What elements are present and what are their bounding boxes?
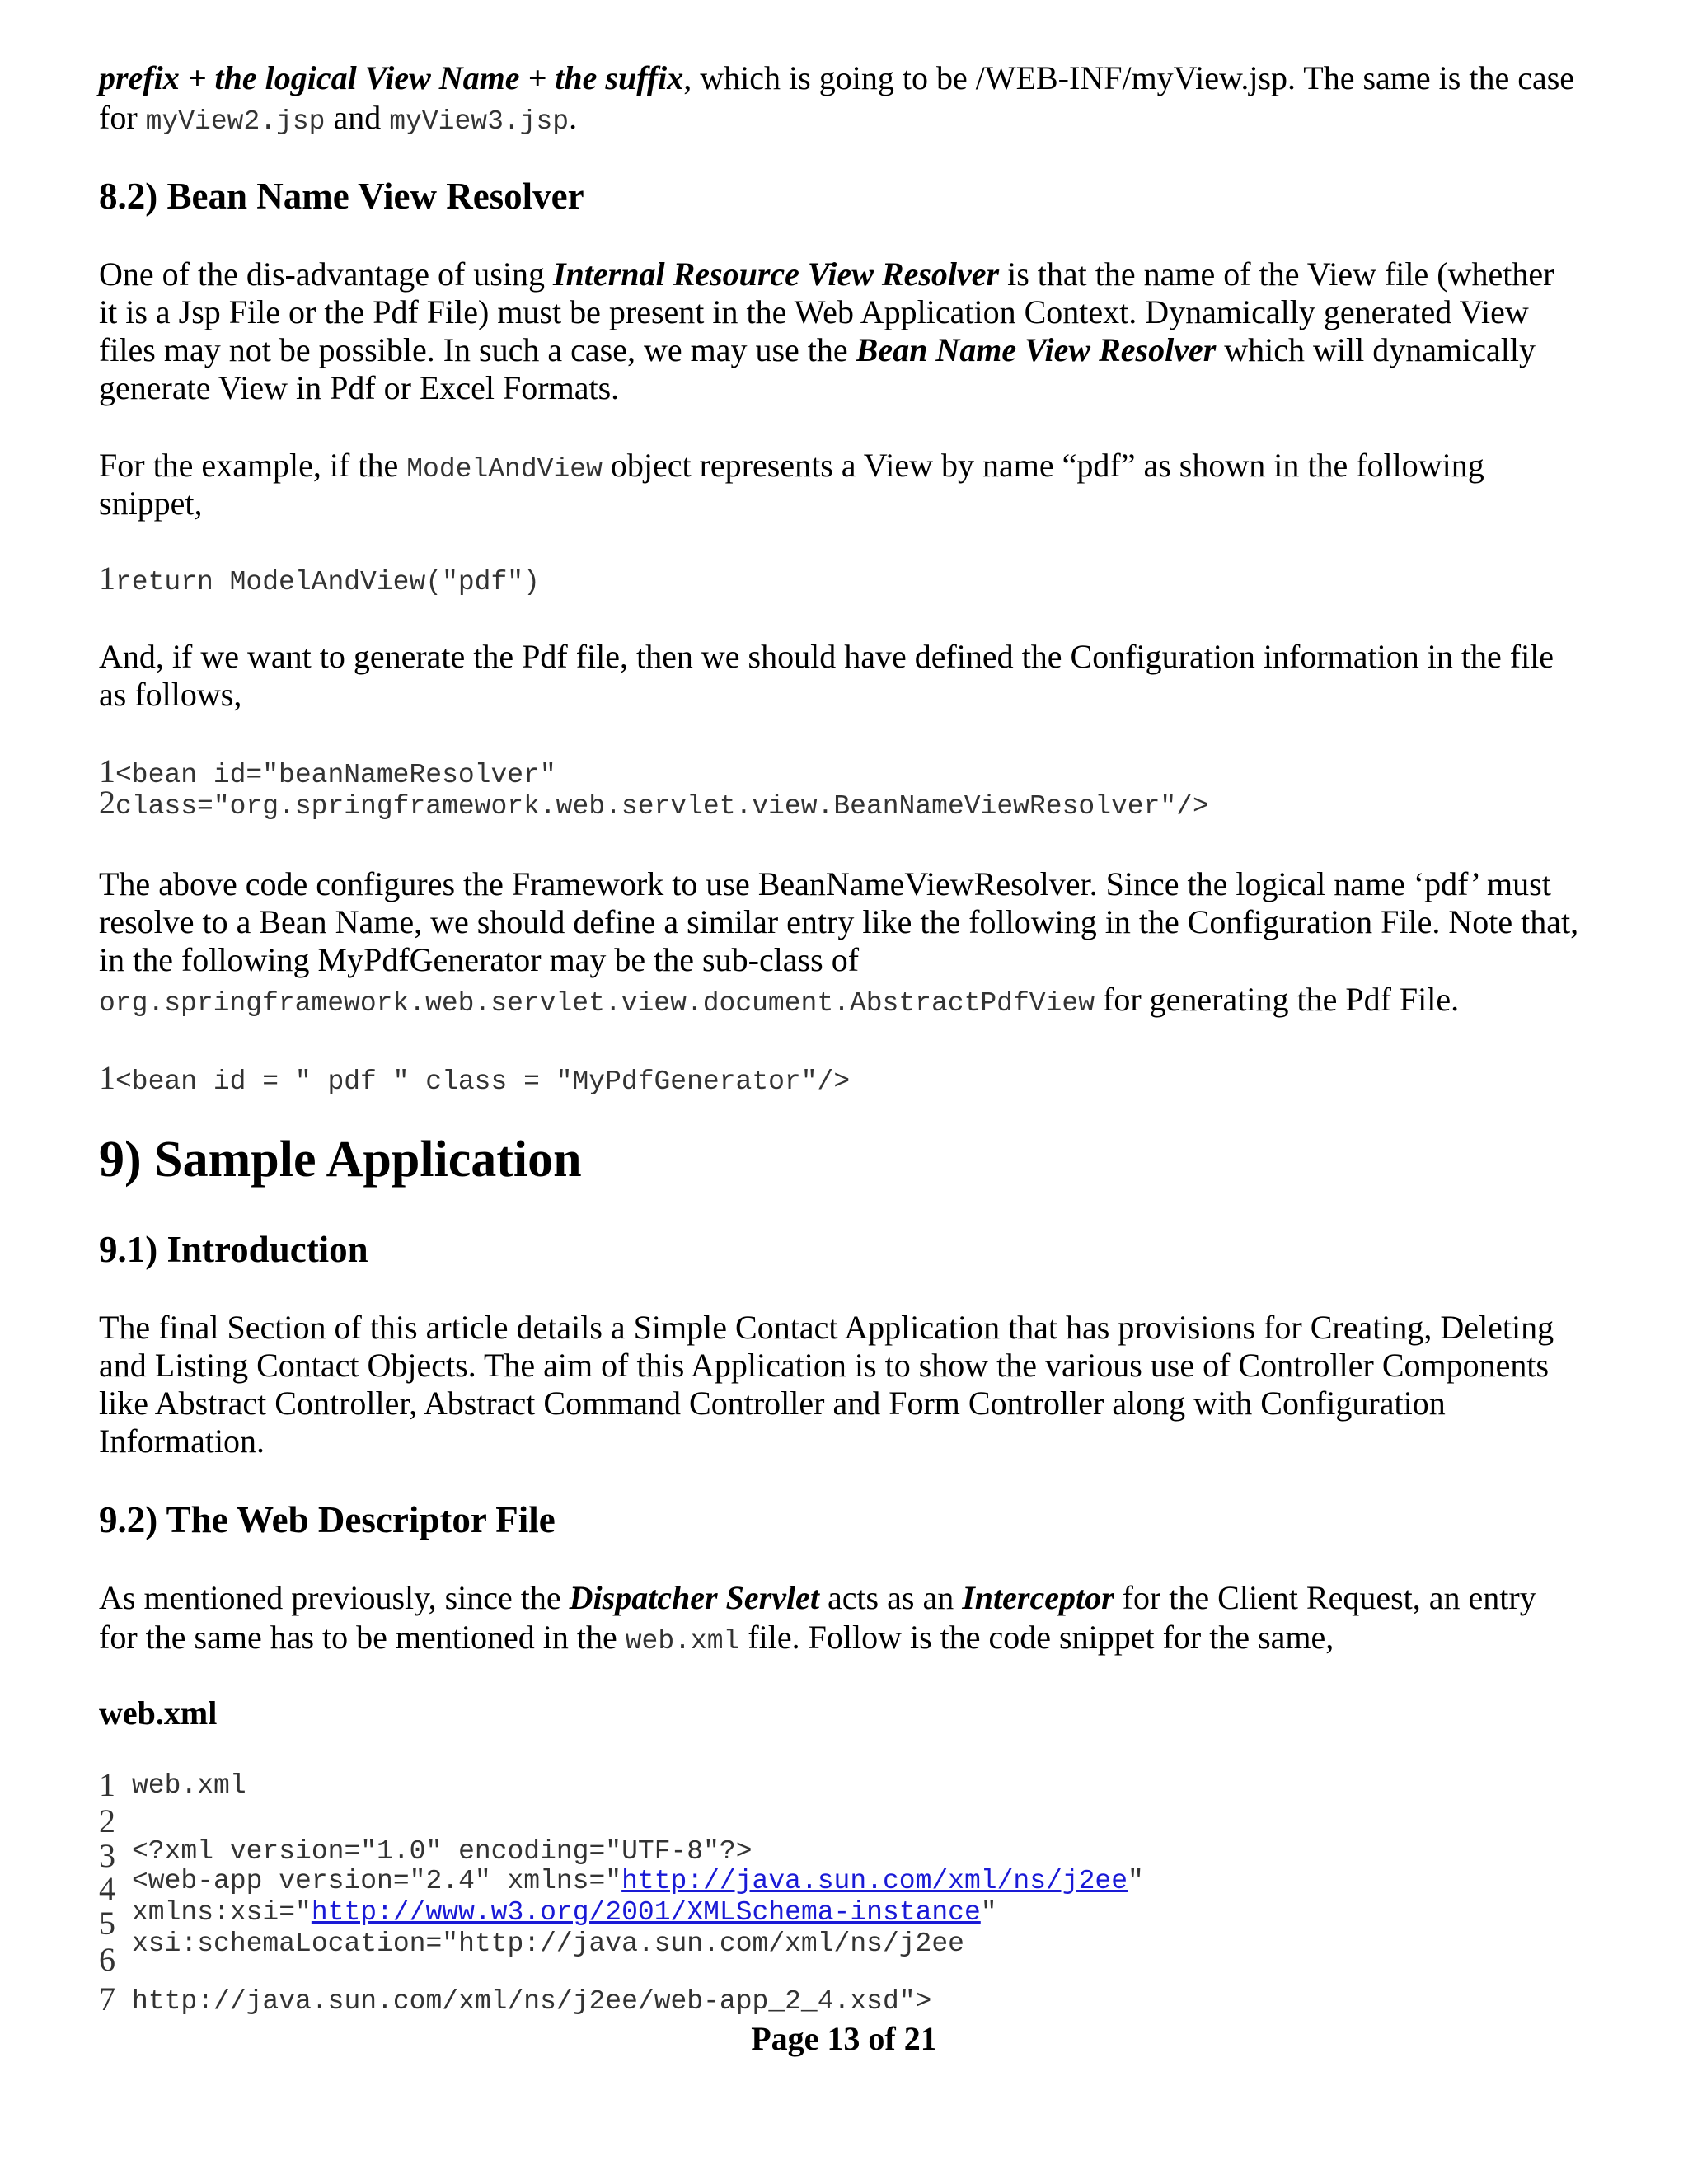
text: file. Follow is the code snippet for the same, [739, 1619, 1334, 1656]
text: is that the name of the View file (whether [999, 255, 1554, 293]
code-text: web.xml [132, 1770, 246, 1801]
paragraph-line [99, 1619, 1334, 1661]
intro-line-1 [99, 59, 1574, 97]
paragraph-line: And, if we want to generate the Pdf file, then we should have defined the Configuration information in the file [99, 638, 1554, 675]
text: For the example, if the [99, 447, 407, 484]
paragraph-line: and Listing Contact Objects. The aim of this Application is to show the various use of Controller Components [99, 1347, 1550, 1384]
intro-text: , which is going to be /WEB-INF/myView.jsp. The same is the case [683, 59, 1575, 96]
code-text [132, 1866, 1144, 1896]
line-number: 1 [99, 560, 115, 597]
code-text: xsi:schemaLocation="http://java.sun.com/xml/ns/j2ee [132, 1929, 964, 1959]
intro-emphasis: prefix + the logical View Name + the suffix [99, 59, 684, 96]
paragraph-line: snippet, [99, 485, 203, 522]
emphasis: Bean Name View Resolver [856, 331, 1217, 368]
text: As mentioned previously, since the [99, 1579, 570, 1616]
namespace-link[interactable]: http://java.sun.com/xml/ns/j2ee [621, 1866, 1128, 1896]
line-number: 7 [99, 1980, 115, 2018]
paragraph-line [99, 981, 1459, 1023]
code-line [99, 559, 540, 598]
inline-code: ModelAndView [406, 454, 603, 485]
paragraph-line: like Abstract Controller, Abstract Command Controller and Form Controller along with Configuration [99, 1385, 1446, 1422]
code-line [99, 783, 1209, 822]
line-number: 1 [99, 752, 115, 790]
code-text: <bean id="beanNameResolver" [115, 760, 556, 790]
inline-code: web.xml [625, 1626, 740, 1657]
intro-line-2 [99, 99, 577, 141]
inline-code: myView2.jsp [145, 106, 326, 137]
code-fragment: <web-app version="2.4" xmlns=" [132, 1866, 622, 1896]
line-number: 2 [99, 784, 115, 821]
line-number: 1 [99, 1059, 115, 1096]
code-label: web.xml [99, 1694, 218, 1732]
code-fragment: " [1128, 1866, 1144, 1896]
code-text [132, 1897, 997, 1928]
text: acts as an [818, 1579, 963, 1616]
code-text: class="org.springframework.web.servlet.view.BeanNameViewResolver"/> [115, 791, 1209, 822]
paragraph-line [99, 331, 1536, 369]
text: for generating the Pdf File. [1095, 981, 1460, 1018]
line-number: 1 [99, 1766, 115, 1803]
paragraph-line: The above code configures the Framework to use BeanNameViewResolver. Since the logical name ‘pdf’ must [99, 865, 1551, 902]
line-number: 6 [99, 1941, 115, 1978]
text: files may not be possible. In such a case, we may use the [99, 331, 856, 368]
line-number: 3 [99, 1837, 115, 1874]
text: for the same has to be mentioned in the [99, 1619, 626, 1656]
page-number: Page 13 of 21 [751, 2020, 937, 2057]
line-number: 4 [99, 1870, 115, 1907]
code-fragment: xmlns:xsi=" [132, 1897, 312, 1928]
paragraph-line: Information. [99, 1422, 265, 1460]
text: which will dynamically [1216, 331, 1536, 368]
code-fragment: " [980, 1897, 997, 1928]
intro-text: and [325, 99, 390, 136]
line-number: 5 [99, 1905, 115, 1942]
code-text: <?xml version="1.0" encoding="UTF-8"?> [132, 1836, 753, 1867]
chapter-heading-9: 9) Sample Application [99, 1132, 582, 1188]
section-heading-9-2: 9.2) The Web Descriptor File [99, 1499, 556, 1540]
inline-code: myView3.jsp [389, 106, 570, 137]
code-text: <bean id = " pdf " class = "MyPdfGenerator"/> [115, 1066, 851, 1097]
paragraph-line: generate View in Pdf or Excel Formats. [99, 369, 620, 406]
code-line [99, 1058, 850, 1097]
inline-code: org.springframework.web.servlet.view.document.AbstractPdfView [99, 988, 1095, 1019]
code-text: http://java.sun.com/xml/ns/j2ee/web-app_2_4.xsd"> [132, 1986, 932, 2017]
code-text: return ModelAndView("pdf") [115, 567, 540, 598]
paragraph-line: The final Section of this article details a Simple Contact Application that has provisions for Creating, Deleting [99, 1309, 1554, 1346]
schema-link[interactable]: http://www.w3.org/2001/XMLSchema-instance [311, 1897, 981, 1928]
paragraph-line: resolve to a Bean Name, we should define a similar entry like the following in the Configuration File. Note that, [99, 903, 1579, 940]
paragraph-line [99, 447, 1484, 489]
section-heading-9-1: 9.1) Introduction [99, 1229, 368, 1270]
section-heading-8-2: 8.2) Bean Name View Resolver [99, 176, 584, 217]
paragraph-line: in the following MyPdfGenerator may be the sub-class of [99, 941, 860, 978]
text: One of the dis-advantage of using [99, 255, 553, 293]
emphasis: Interceptor [962, 1579, 1114, 1616]
text: object represents a View by name “pdf” as shown in the following [602, 447, 1484, 484]
intro-text: . [569, 99, 578, 136]
emphasis: Dispatcher Servlet [569, 1579, 819, 1616]
paragraph-line [99, 255, 1554, 293]
line-number: 2 [99, 1802, 115, 1840]
paragraph-line: it is a Jsp File or the Pdf File) must be present in the Web Application Context. Dynamically generated View [99, 293, 1529, 330]
paragraph-line: as follows, [99, 676, 242, 713]
intro-text: for [99, 99, 146, 136]
paragraph-line [99, 1579, 1536, 1617]
emphasis: Internal Resource View Resolver [552, 255, 1000, 293]
text: for the Client Request, an entry [1114, 1579, 1536, 1616]
